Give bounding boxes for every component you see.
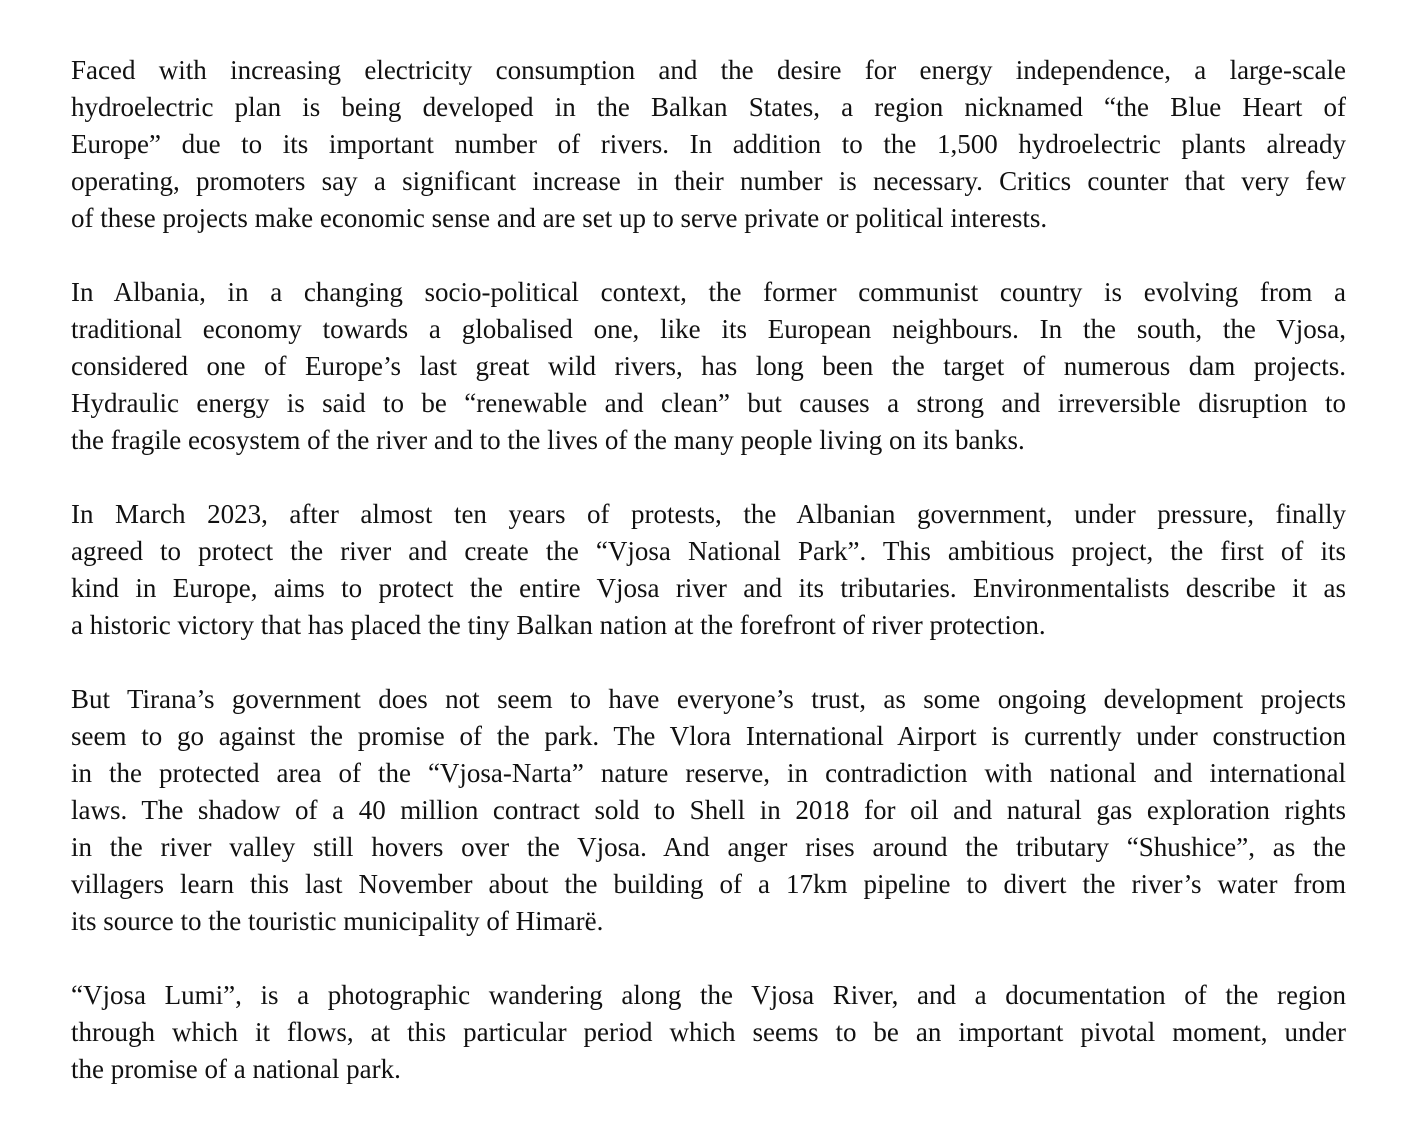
text-line: hydroelectric plan is being developed in the Balkan States, a region nicknamed “the Blue Heart of [71,92,1346,122]
paragraph [71,977,1346,1088]
paragraph [71,681,1346,940]
text-line: traditional economy towards a globalised one, like its European neighbours. In the south, the Vjosa, [71,314,1346,344]
text-line: In March 2023, after almost ten years of protests, the Albanian government, under pressure, finally [71,499,1346,529]
text-line: “Vjosa Lumi”, is a photographic wandering along the Vjosa River, and a documentation of the region [71,980,1346,1010]
text-line: the promise of a national park. [71,1054,401,1084]
text-line: in the protected area of the “Vjosa-Narta” nature reserve, in contradiction with national and international [71,758,1346,788]
text-line: through which it flows, at this particular period which seems to be an important pivotal moment, under [71,1017,1346,1047]
text-line: in the river valley still hovers over the Vjosa. And anger rises around the tributary “Shushice”, as the [71,832,1346,862]
text-line: operating, promoters say a significant increase in their number is necessary. Critics counter that very few [71,166,1346,196]
text-line: agreed to protect the river and create the “Vjosa National Park”. This ambitious project, the first of its [71,536,1346,566]
text-line: seem to go against the promise of the park. The Vlora International Airport is currently under construction [71,721,1346,751]
document-body [71,52,1346,1125]
text-line: kind in Europe, aims to protect the entire Vjosa river and its tributaries. Environmentalists describe it as [71,573,1346,603]
paragraph [71,496,1346,644]
text-line: laws. The shadow of a 40 million contract sold to Shell in 2018 for oil and natural gas exploration rights [71,795,1346,825]
text-line: villagers learn this last November about the building of a 17km pipeline to divert the river’s water from [71,869,1346,899]
text-line: its source to the touristic municipality of Himarë. [71,906,604,936]
text-line: But Tirana’s government does not seem to have everyone’s trust, as some ongoing development projects [71,684,1346,714]
text-line: Europe” due to its important number of rivers. In addition to the 1,500 hydroelectric plants already [71,129,1346,159]
text-line: Hydraulic energy is said to be “renewable and clean” but causes a strong and irreversible disruption to [71,388,1346,418]
paragraph [71,274,1346,459]
text-line: of these projects make economic sense and are set up to serve private or political interests. [71,203,1048,233]
text-line: In Albania, in a changing socio-political context, the former communist country is evolving from a [71,277,1346,307]
text-line: Faced with increasing electricity consumption and the desire for energy independence, a large-scale [71,55,1346,85]
text-line: considered one of Europe’s last great wild rivers, has long been the target of numerous dam projects. [71,351,1346,381]
text-line: the fragile ecosystem of the river and to the lives of the many people living on its banks. [71,425,1025,455]
text-line: a historic victory that has placed the tiny Balkan nation at the forefront of river protection. [71,610,1046,640]
paragraph [71,52,1346,237]
